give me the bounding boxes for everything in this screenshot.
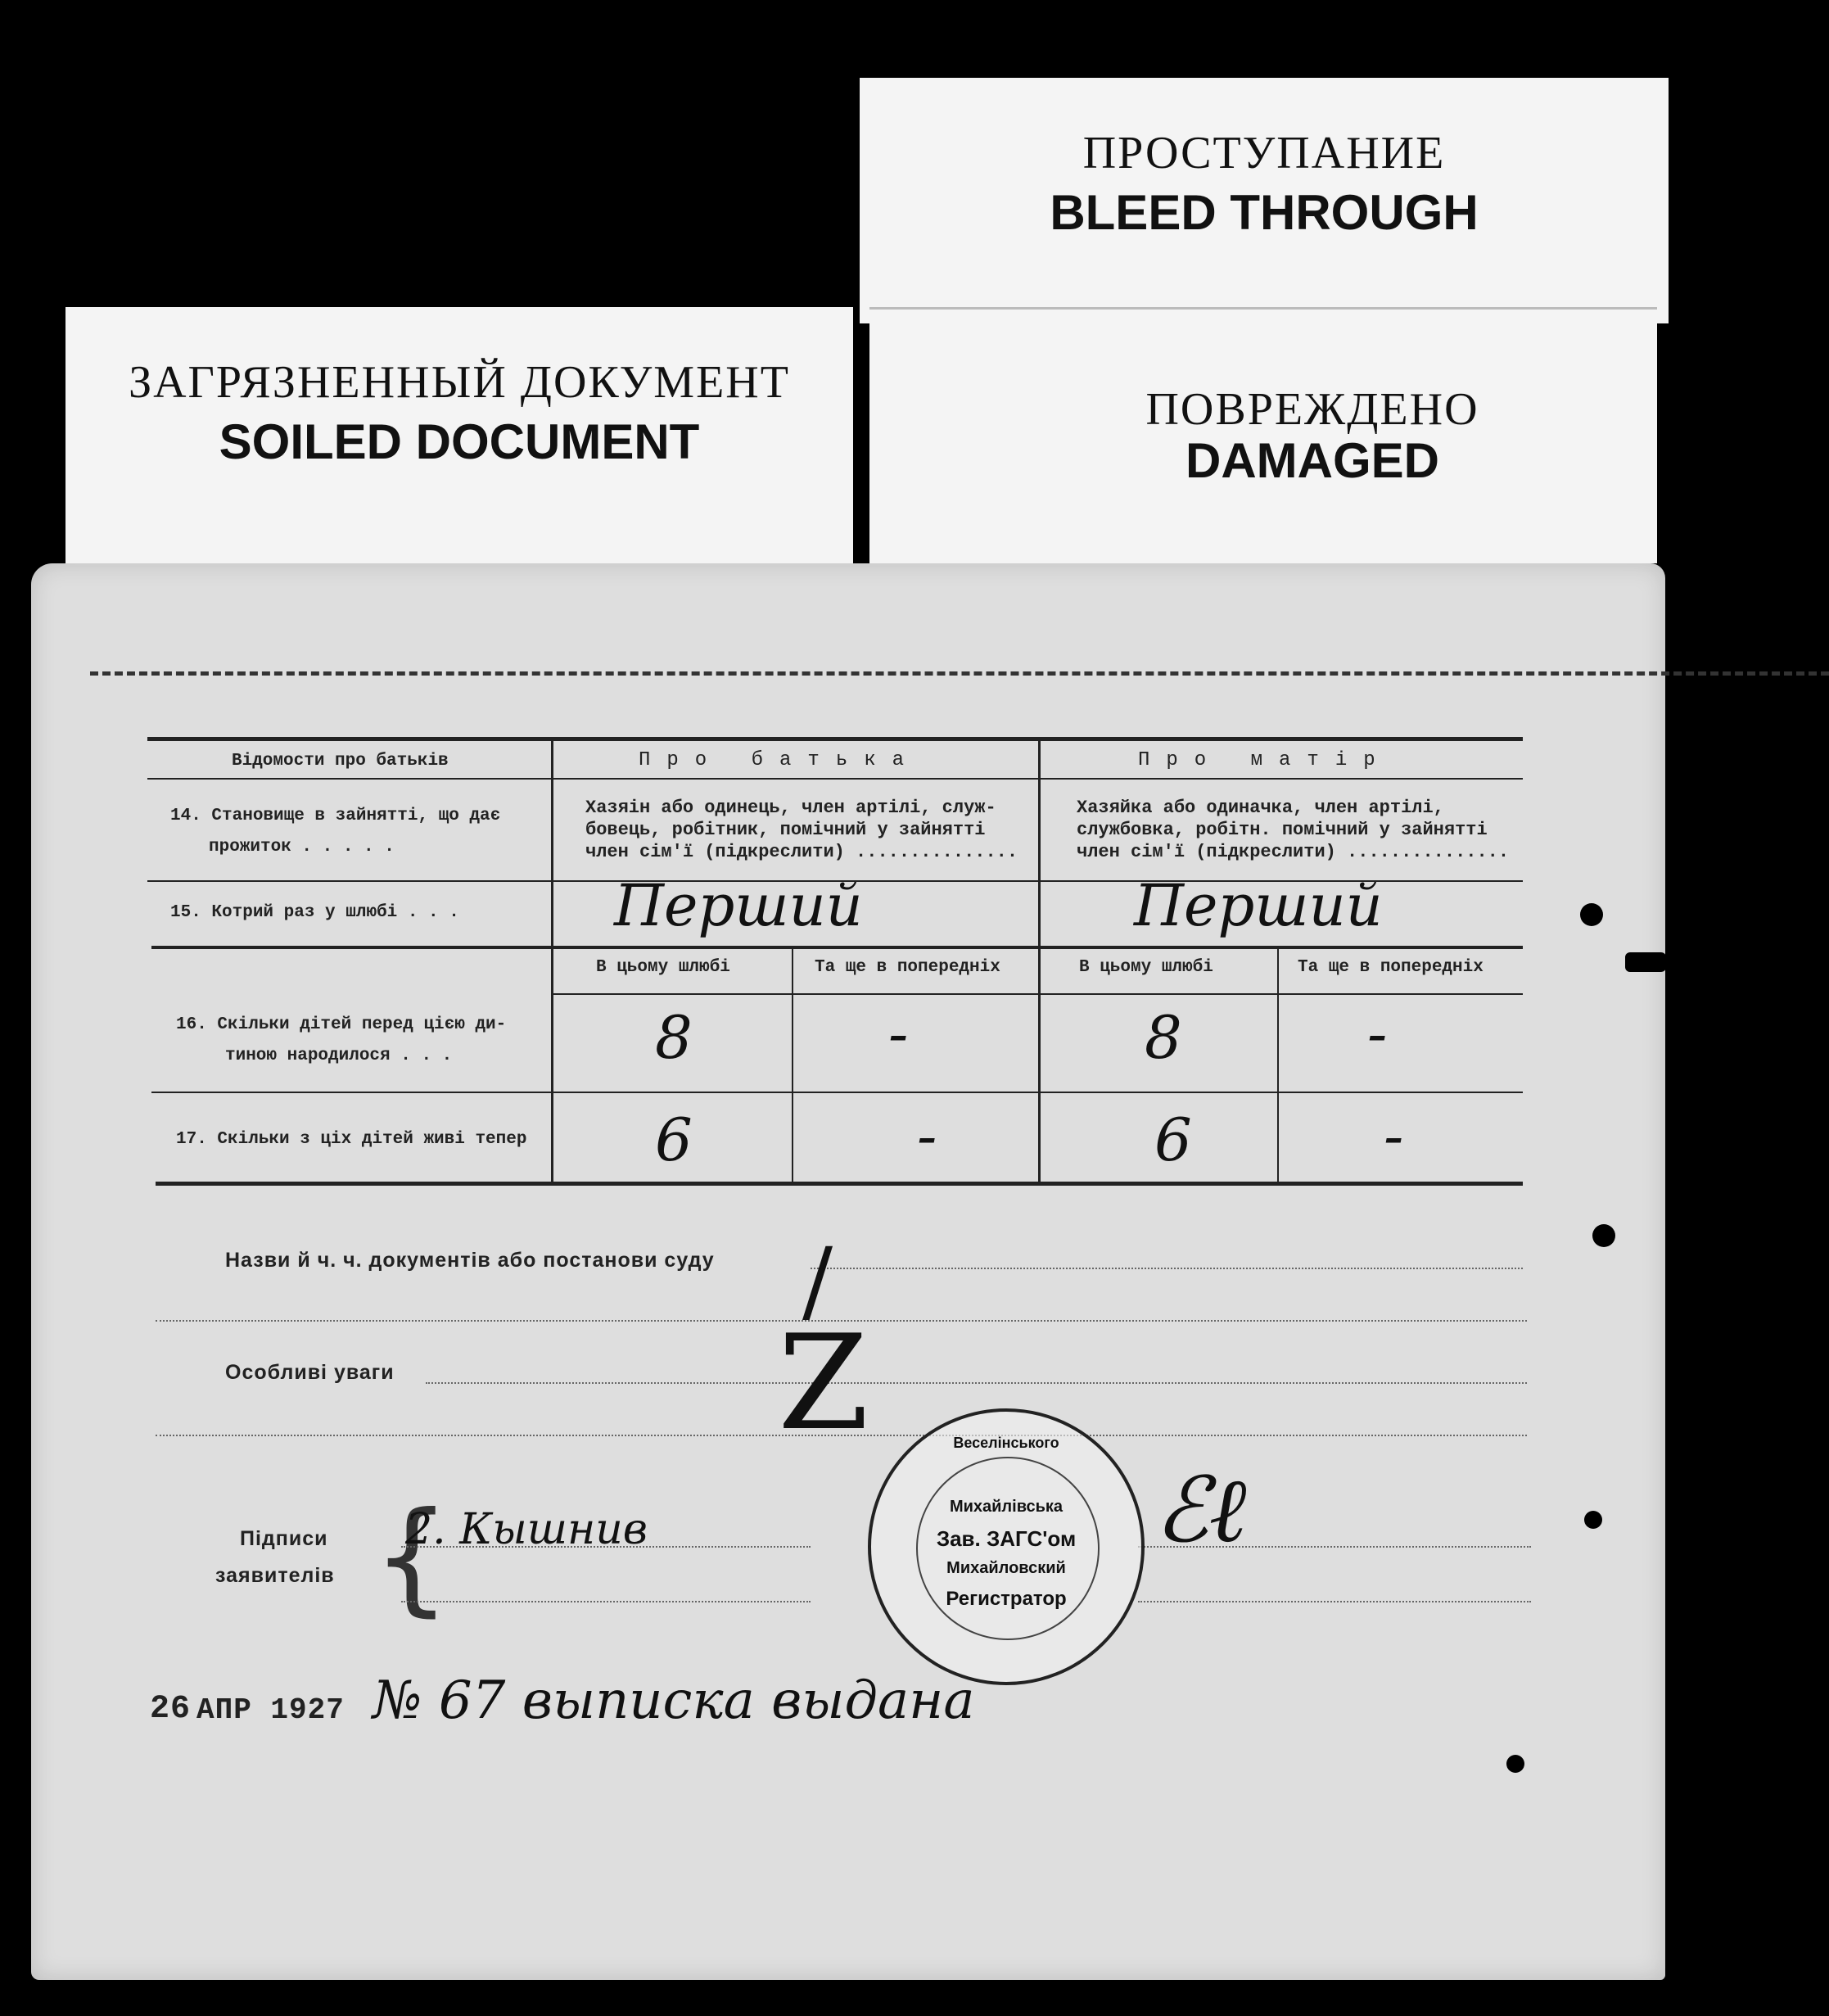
stamp-line-2: Зав. ЗАГС'ом xyxy=(936,1526,1077,1551)
stamp-ring-text: Веселінського xyxy=(953,1435,1059,1451)
father-current-head: В цьому шлюбі xyxy=(596,958,730,977)
row17-mother-current: 6 xyxy=(1154,1105,1192,1174)
row14-label-line2: прожиток . . . . . xyxy=(209,838,395,857)
signature-line-2 xyxy=(401,1601,811,1602)
signature-line-1 xyxy=(401,1546,811,1548)
registrar-signature: ℰℓ xyxy=(1154,1458,1247,1562)
row14-father-options: Хазяін або одинець, член артілі, служ- бовець, робітник, помічний у зайнятті член сім'ї (підкреслити) ............... xyxy=(585,798,1018,862)
row16-father-previous: - xyxy=(888,999,909,1068)
soiled-en-label: SOILED DOCUMENT xyxy=(219,414,700,469)
row14-label-line1: 14. Становище в зайнятті, що дає xyxy=(170,807,501,825)
notes-z-mark: Z xyxy=(778,1306,869,1459)
stamp-line-1: Михайлівська xyxy=(949,1498,1064,1516)
punch-hole xyxy=(1506,1755,1524,1773)
father-previous-head: Та ще в попередніх xyxy=(815,958,1000,977)
tear-line xyxy=(90,671,1829,676)
documents-label: Назви й ч. ч. документів або постанови суду xyxy=(225,1249,715,1272)
table-divider xyxy=(147,778,1523,780)
signatures-label-1: Підписи xyxy=(240,1527,328,1550)
row15-father-value: Перший xyxy=(614,872,863,939)
col-header-father: Про батька xyxy=(639,749,921,771)
table-col-line xyxy=(792,948,793,1183)
mother-current-head: В цьому шлюбі xyxy=(1079,958,1213,977)
notes-label: Особливі уваги xyxy=(225,1361,395,1384)
table-bottom-border xyxy=(156,1182,1523,1186)
table-divider xyxy=(151,1092,1523,1093)
punch-hole xyxy=(1584,1511,1602,1529)
row15-mother-value: Перший xyxy=(1134,872,1383,939)
punch-hole xyxy=(1625,952,1666,972)
table-top-border xyxy=(147,737,1523,741)
soiled-ru-label: ЗАГРЯЗНЕННЫЙ ДОКУМЕНТ xyxy=(129,357,790,408)
row16-father-current: 8 xyxy=(655,1003,693,1072)
documents-dash-mark: / xyxy=(802,1228,833,1333)
punch-hole xyxy=(1580,903,1603,926)
signatures-label-2: заявителів xyxy=(215,1564,335,1587)
table-col-line xyxy=(551,741,553,1183)
signature-1: 2. Кышнив xyxy=(405,1505,648,1554)
col-header-info: Відомости про батьків xyxy=(232,752,449,771)
damaged-en-label: DAMAGED xyxy=(1185,433,1439,488)
bleed-en-label: BLEED THROUGH xyxy=(1050,185,1479,240)
row16-mother-previous: - xyxy=(1367,999,1388,1068)
row17-label: 17. Скільки з ціх дітей живі тепер xyxy=(176,1130,527,1149)
row16-mother-current: 8 xyxy=(1145,1003,1182,1072)
table-divider xyxy=(151,946,1523,949)
row17-father-current: 6 xyxy=(655,1105,693,1174)
col-header-mother: Про матір xyxy=(1138,749,1392,771)
soiled-document-card xyxy=(65,307,853,569)
bleed-ru-label: ПРОСТУПАНИЕ xyxy=(1082,128,1446,179)
row16-label-line2: тиною народилося . . . xyxy=(225,1046,453,1065)
mother-previous-head: Та ще в попередніх xyxy=(1298,958,1484,977)
date-stamp-month-year: АПР 1927 xyxy=(196,1693,345,1727)
table-col-line xyxy=(1038,741,1041,1183)
damaged-card xyxy=(869,307,1657,563)
bleed-through-card xyxy=(860,78,1669,323)
row17-father-previous: - xyxy=(917,1101,937,1170)
punch-hole xyxy=(1592,1224,1615,1247)
date-stamp-day: 26 xyxy=(150,1691,192,1728)
damaged-ru-label: ПОВРЕЖДЕНО xyxy=(1145,384,1479,435)
row15-label: 15. Котрий раз у шлюбі . . . xyxy=(170,903,459,922)
row16-label-line1: 16. Скільки дітей перед цією ди- xyxy=(176,1015,507,1034)
handwritten-issue-note: № 67 выписка выдана xyxy=(373,1670,975,1731)
documents-line xyxy=(811,1268,1523,1269)
notes-line xyxy=(426,1382,1527,1384)
row14-mother-options: Хазяйка або одиначка, член артілі, службовка, робітн. помічний у зайнятті член сім'ї (підкреслити) ............... xyxy=(1077,798,1510,862)
official-stamp xyxy=(868,1408,1145,1685)
stamp-line-4: Регистратор xyxy=(946,1588,1067,1610)
table-col-line xyxy=(1277,948,1279,1183)
signature-line-4 xyxy=(1138,1601,1531,1602)
stamp-line-3: Михайловский xyxy=(946,1559,1066,1577)
row17-mother-previous: - xyxy=(1384,1101,1404,1170)
signatures-bracket: { xyxy=(373,1486,451,1629)
